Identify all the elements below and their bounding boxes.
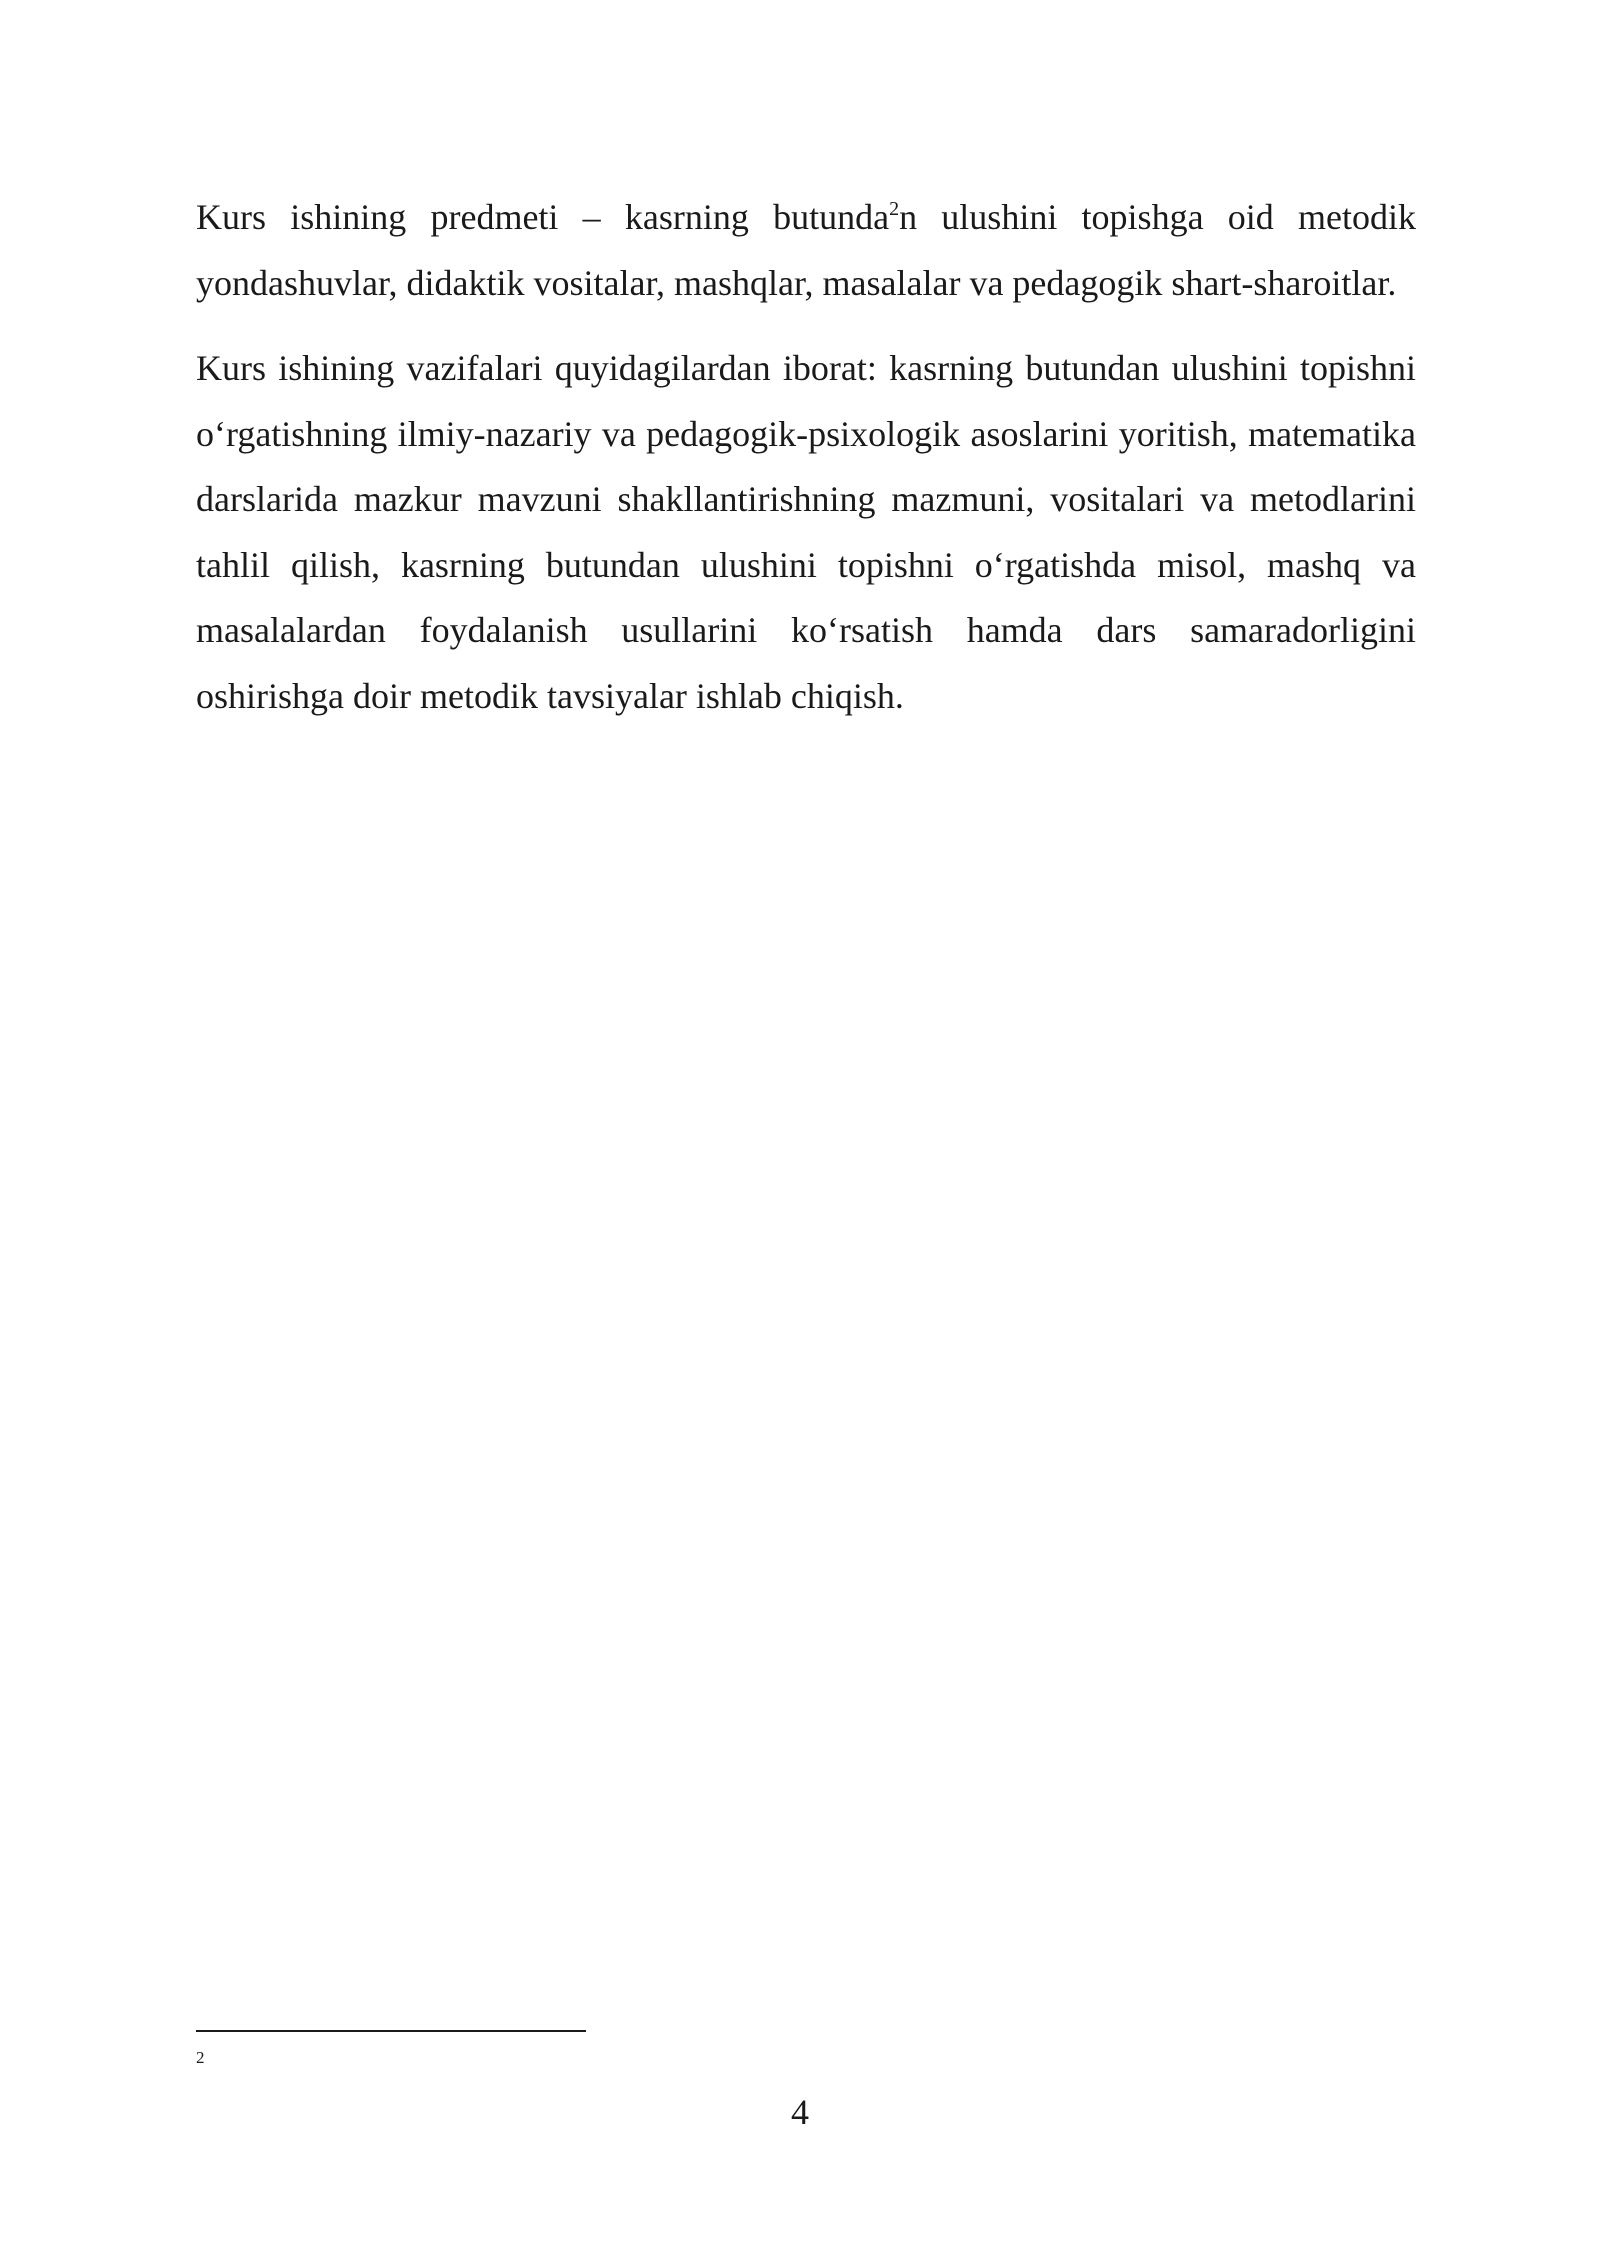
paragraph-subject xyxy=(196,185,1416,316)
footnote-separator xyxy=(196,2030,586,2032)
footnote-reference[interactable]: 2 xyxy=(889,198,900,220)
paragraph-subject-end: n ulushini topishga oid metodik yondashuvlar, didaktik vositalar, mashqlar, masalalar va pedagogik shart-sharoitlar. xyxy=(196,197,1416,303)
footnote xyxy=(196,2048,205,2068)
paragraph-subject-start: Kurs ishining predmeti – kasrning butunda xyxy=(196,197,890,237)
footnote-number: 2 xyxy=(196,2048,205,2067)
main-text xyxy=(196,185,1416,749)
paragraph-tasks: Kurs ishining vazifalari quyidagilardan iborat: kasrning butundan ulushini topishni o‘rgatishning ilmiy-nazariy va pedagogik-psixologik asoslarini yoritish, matematika darslarida mazkur mavzuni shakllantirishning mazmuni, vositalari va metodlarini tahlil qilish, kasrning butundan ulushini topishni o‘rgatishda misol, mashq va masalalardan foydalanish usullarini ko‘rsatish hamda dars samaradorligini oshirishga doir metodik tavsiyalar ishlab chiqish. xyxy=(196,348,1416,716)
page-number: 4 xyxy=(791,2092,809,2132)
